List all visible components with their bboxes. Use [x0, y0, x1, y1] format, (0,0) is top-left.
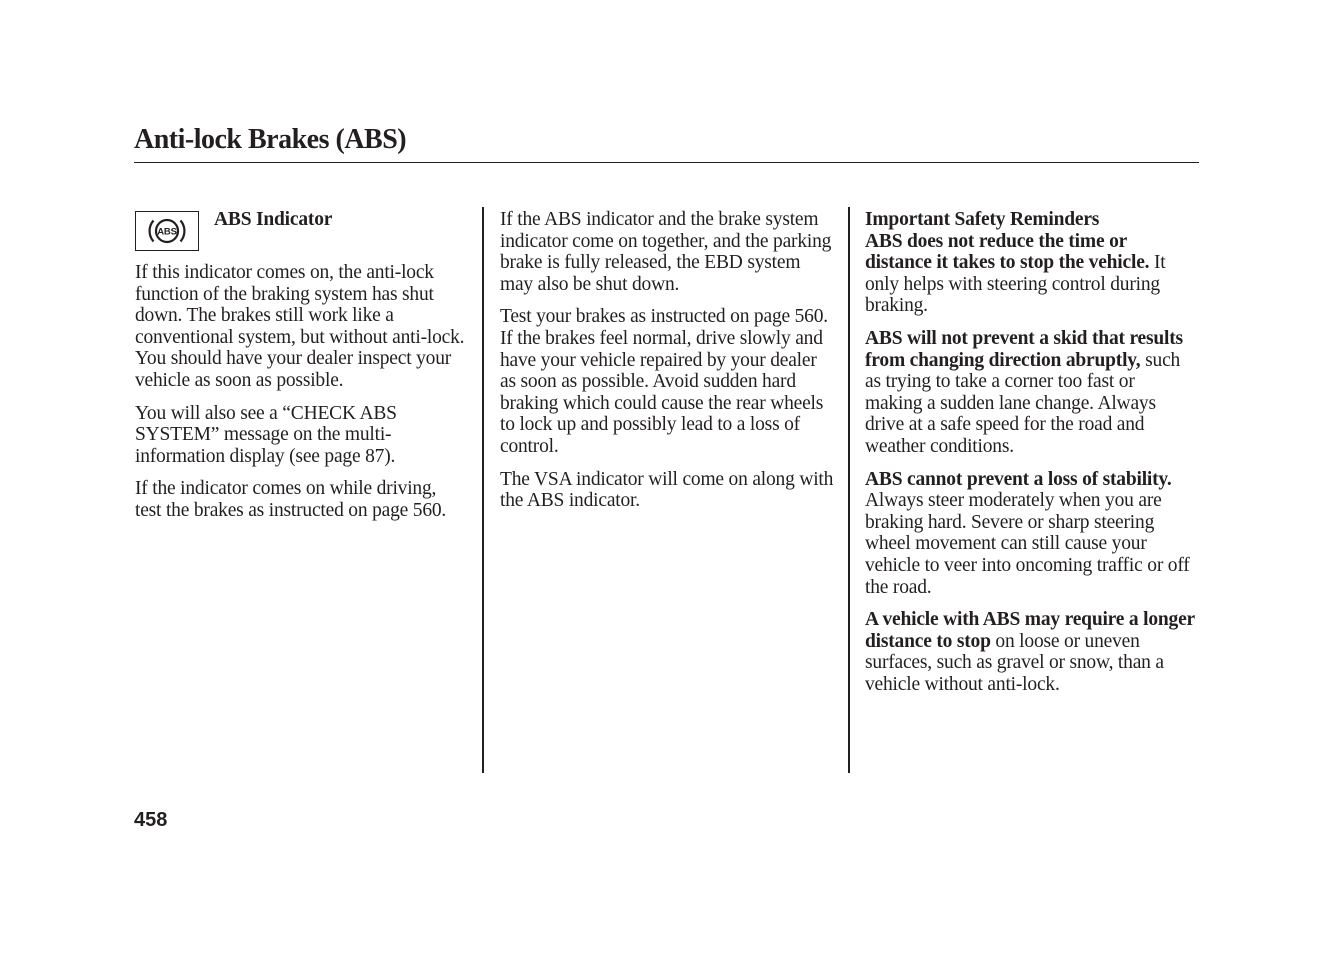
page-number: 458: [134, 809, 168, 831]
abs-icon-label: ABS: [157, 226, 177, 238]
abs-warning-icon: [146, 214, 188, 248]
reminder-bold: ABS will not prevent a skid that results from changing direction abruptly,: [865, 327, 1183, 371]
reminder-bold: A vehicle with ABS may require a longer distance to stop: [865, 609, 1195, 652]
abs-indicator-heading: ABS Indicator: [214, 209, 333, 230]
page-title: Anti-lock Brakes (ABS): [134, 124, 407, 155]
abs-indicator-header: [135, 209, 467, 251]
column-divider: [848, 207, 850, 773]
paragraph: Test your brakes as instructed on page 560. If the brakes feel normal, drive slowly and have your vehicle repaired by your dealer as soon as possible. Avoid sudden hard braking which could cause the rear wheels to lock up and possibly lead to a loss of control.: [500, 306, 828, 457]
reminder-bold: ABS cannot prevent a loss of stability.: [865, 468, 1172, 490]
reminder-text: on loose or uneven surfaces, such as gravel or snow, than a vehicle without anti-lock.: [865, 630, 1164, 695]
safety-reminder: [865, 469, 1195, 599]
reminder-text: such as trying to take a corner too fast or making a sudden lane change. Always drive at a safe speed for the road and weather conditions.: [865, 349, 1181, 457]
paragraph: You will also see a “CHECK ABS SYSTEM” message on the multi-information display (see page 87).: [135, 402, 397, 467]
paragraph: If this indicator comes on, the anti-lock function of the braking system has shut down. The brakes still work like a conventional system, but without anti-lock. You should have your dealer inspect your vehicle as soon as possible.: [135, 262, 465, 391]
column-ebd-info: [500, 209, 836, 523]
reminder-text: It only helps with steering control during braking.: [865, 252, 1166, 317]
paragraph: If the ABS indicator and the brake system indicator come on together, and the parking brake is fully released, the EBD system may also be shut down.: [500, 209, 832, 295]
paragraph: The VSA indicator will come on along with the ABS indicator.: [500, 468, 834, 512]
reminder-bold: ABS does not reduce the time or distance it takes to stop the vehicle.: [865, 230, 1150, 274]
title-rule: [134, 162, 1199, 163]
paragraph: If the indicator comes on while driving, test the brakes as instructed on page 560.: [135, 478, 447, 521]
column-safety-reminders: [865, 209, 1195, 706]
safety-reminder: [865, 328, 1195, 458]
abs-indicator-icon-box: [135, 211, 199, 251]
safety-reminder: [865, 231, 1195, 317]
reminder-text: Always steer moderately when you are braking hard. Severe or sharp steering wheel movement can still cause your vehicle to veer into oncoming traffic or off the road.: [865, 490, 1190, 598]
column-abs-indicator: [135, 209, 467, 533]
column-divider: [482, 207, 484, 773]
safety-reminders-heading: Important Safety Reminders: [865, 209, 1100, 230]
safety-reminder: [865, 609, 1195, 695]
